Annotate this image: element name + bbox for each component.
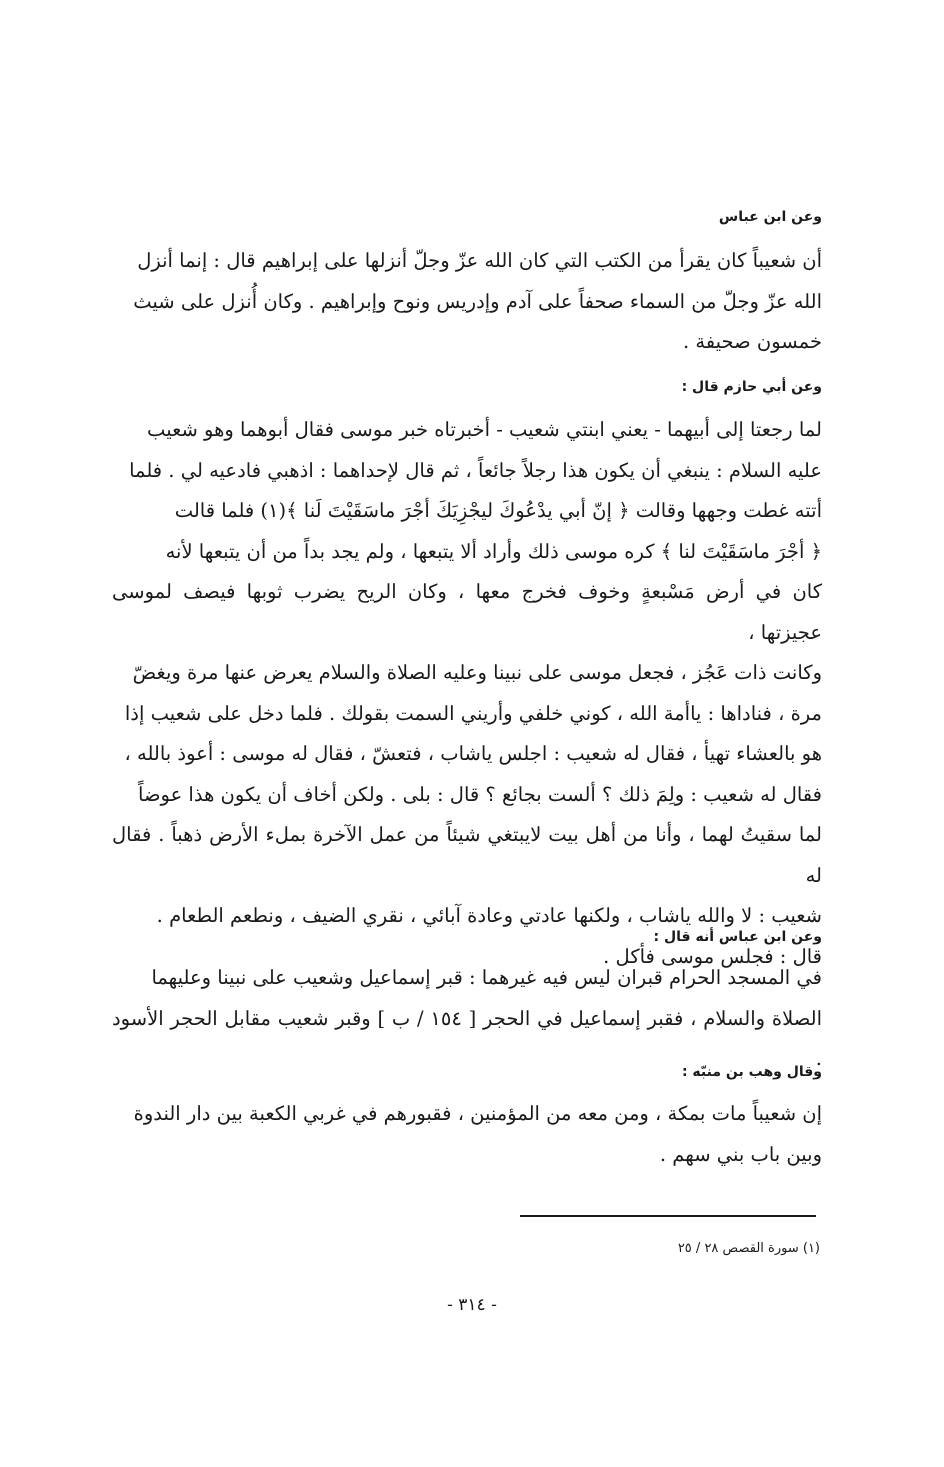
text-line: ﴿ أجْرَ ماسَقَيْتَ لنا ﴾ كره موسى ذلك وأراد ألا يتبعها ، ولم يجد بداً من أن يتبعها لأنه [165, 539, 822, 563]
text-line: وبين باب بني سهم . [659, 1142, 822, 1166]
section-heading: وعن ابن عباس أنه قال : [653, 929, 822, 945]
text-line: مرة ، فناداها : ياأمة الله ، كوني خلفي وأريني السمت بقولك . فلما دخل على شعيب إذا [124, 701, 822, 725]
section-heading: وعن ابن عباس [718, 209, 822, 225]
section-text [112, 410, 822, 977]
text-line: إن شعيباً مات بمكة ، ومن معه من المؤمنين ، فقبورهم في غربي الكعبة بين دار الندوة [133, 1102, 822, 1125]
page-number: - ٣١٤ - [447, 1295, 497, 1315]
text-line: الله عزّ وجلّ من السماء صحفاً على آدم وإدريس ونوح وإبراهيم . وكان أُنزل على شيث [133, 289, 822, 313]
text-line: عليه السلام : ينبغي أن يكون هذا رجلاً جائعاً ، ثم قال لإحداهما : اذهبي فادعيه لي . فلما [129, 458, 822, 482]
text-line: قال : فجلس موسى فأكل . [603, 944, 822, 968]
footnote-divider [520, 1215, 816, 1217]
text-line: شعيب : لا والله ياشاب ، ولكنها عادتي وعادة آبائي ، نقري الضيف ، ونطعم الطعام . [156, 904, 822, 927]
text-line: لما سقيتُ لهما ، وأنا من أهل بيت لايبتغي شيئاً من عمل الآخرة بملء الأرض ذهباً . فقال له [112, 823, 822, 887]
footnote: (١) سورة القصص ٢٨ / ٢٥ [677, 1241, 820, 1256]
section-text [112, 1094, 822, 1175]
section-heading: وقال وهب بن منبّه : [681, 1064, 822, 1080]
text-line: خمسون صحيفة . [682, 330, 822, 353]
text-line: أتته غطت وجهها وقالت ﴿ إنّ أبي يدْعُوكَ ليجْزِيَكَ أجْرَ ماسَقَيْتَ لَنا ﴾(١) فلما قالت [174, 499, 822, 522]
text-line: فقال له شعيب : ولِمَ ذلك ؟ ألست بجائع ؟ قال : بلى . ولكن أخاف أن يكون هذا عوضاً [138, 782, 822, 806]
text-line: في المسجد الحرام قبران ليس فيه غيرهما : قبر إسماعيل وشعيب على نبينا وعليهما [151, 966, 822, 989]
text-line: هو بالعشاء تهيأ ، فقال له شعيب : اجلس ياشاب ، فتعشّ ، فقال له موسى : أعوذ بالله ، [124, 742, 822, 765]
text-line: وكانت ذات عَجُز ، فجعل موسى على نبينا وعليه الصلاة والسلام يعرض عنها مرة ويغضّ [132, 661, 822, 684]
section-text [112, 241, 822, 363]
text-line: الصلاة والسلام ، فقبر إسماعيل في الحجر [ ١٥٤ / ب ] وقبر شعيب مقابل الحجر الأسود . [112, 1006, 822, 1070]
section-heading: وعن أبي حازم قال : [681, 379, 822, 395]
text-line: أن شعيباً كان يقرأ من الكتب التي كان الله عزّ وجلّ أنزلها على إبراهيم قال : إنما أنزل [137, 249, 822, 272]
text-line: كان في أرض مَسْبعةٍ وخوف فخرج معها ، وكان الريح يضرب ثوبها فيصف لموسى عجيزتها ، [112, 580, 822, 644]
text-line: لما رجعتا إلى أبيهما - يعني ابنتي شعيب - أخبرتاه خبر موسى فقال أبوهما وهو شعيب [147, 418, 822, 441]
